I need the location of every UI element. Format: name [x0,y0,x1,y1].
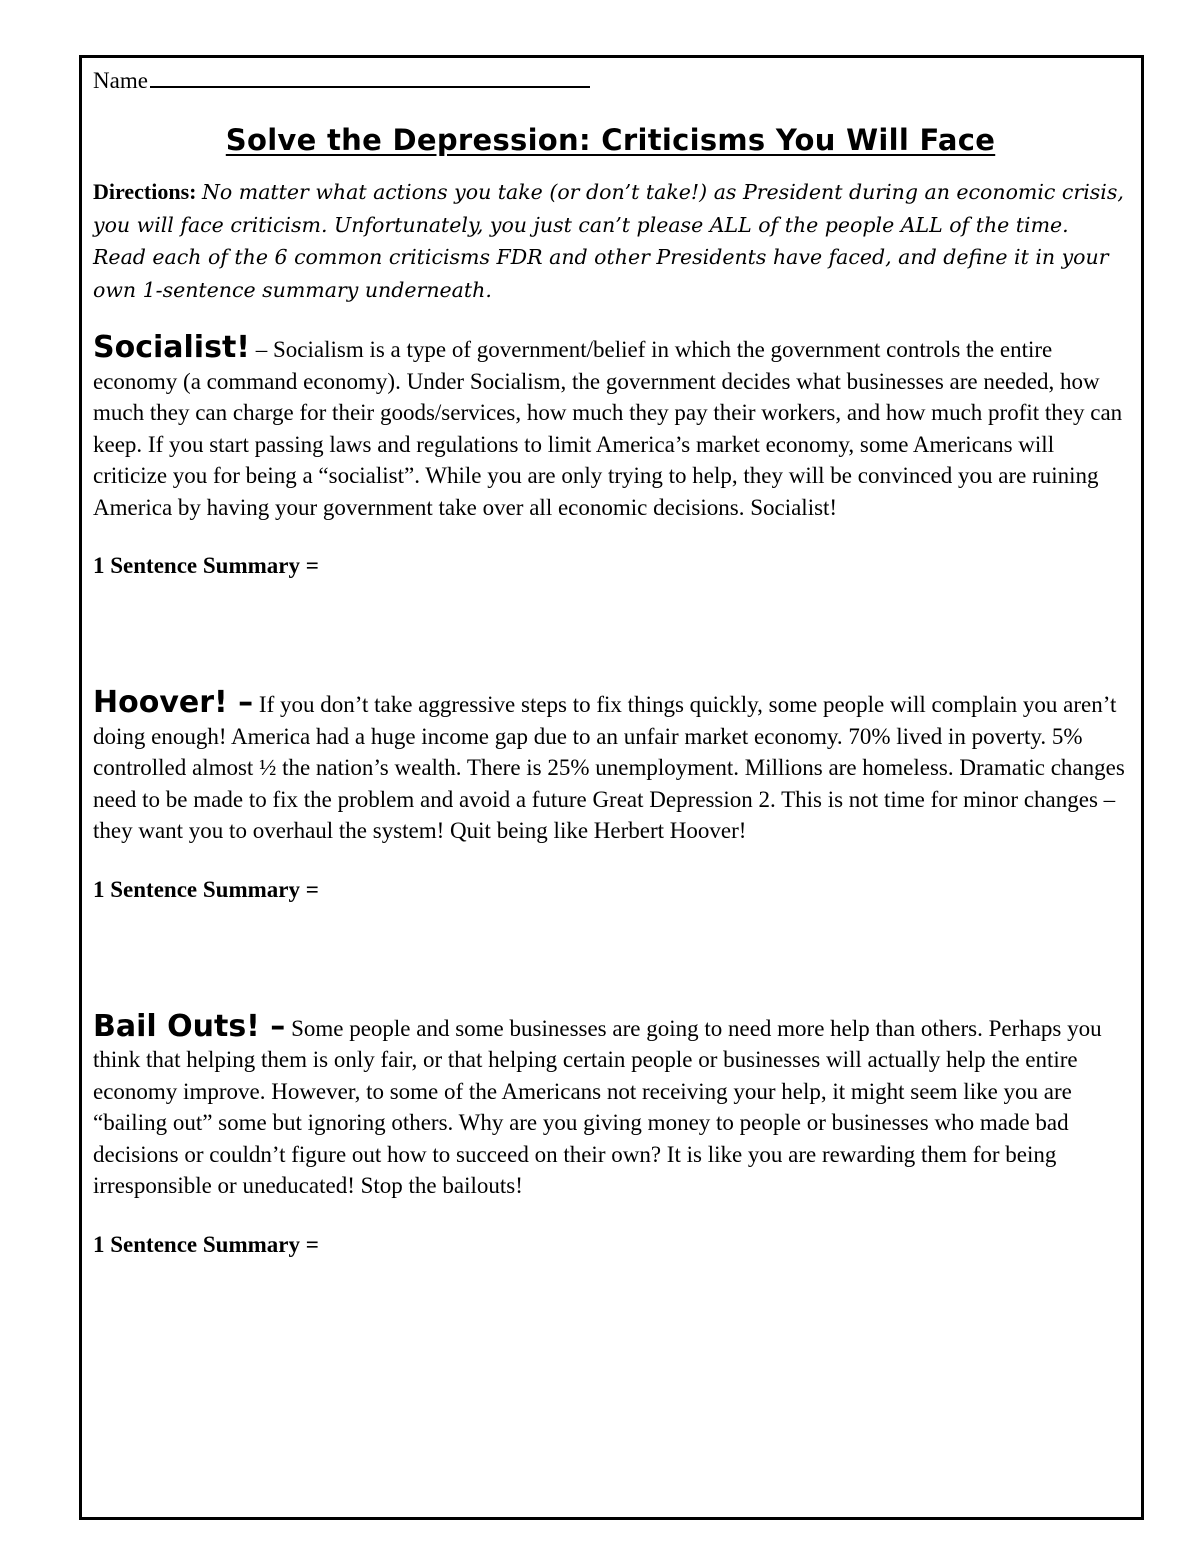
section-socialist [93,332,1128,523]
worksheet-title: Solve the Depression: Criticisms You Will Face [225,123,996,157]
name-label: Name [93,68,148,93]
directions-label: Directions: [93,179,197,204]
section-body: – Socialism is a type of government/belief in which the government controls the entire economy (a command economy). Under Socialism, the government decides what businesses are needed, how much they can charge for their goods/services, how much they pay their workers, and how much profit they can keep. If you start passing laws and regulations to limit America’s market economy, some Americans will criticize you for being a “socialist”. While you are only trying to help, they will be convinced you are ruining America by having your government take over all economic decisions. Socialist! [93,337,1123,520]
summary-label: 1 Sentence Summary = [93,553,319,578]
section-heading: Hoover! – [93,685,254,720]
section-bail-outs [93,1008,1128,1202]
name-blank[interactable] [150,62,590,88]
directions [93,176,1128,306]
summary-label: 1 Sentence Summary = [93,876,319,902]
section-heading: Bail Outs! – [93,1008,286,1044]
summary-label: 1 Sentence Summary = [93,1231,319,1257]
worksheet [93,62,1128,1261]
section-heading: Socialist! [93,330,250,365]
directions-text: No matter what actions you take (or don’t take!) as President during an economic crisis, you will face criticism. Unfortunately, you just can’t please ALL of the people ALL of the time. Read each of the 6 common criticisms FDR and other Presidents have faced, and define it in your own 1-sentence summary underneath. [93,180,1124,302]
section-body: Some people and some businesses are going to need more help than others. Perhaps you think that helping them is only fair, or that helping certain people or businesses will actually help the entire economy improve. However, to some of the Americans not receiving your help, it might seem like you are “bailing out” some but ignoring others. Why are you giving money to people or businesses who made bad decisions or couldn’t figure out how to succeed on their own? It is like you are rewarding them for being irresponsible or uneducated! Stop the bailouts! [93,1015,1102,1198]
name-line [93,62,1128,96]
section-hoover [93,687,1128,847]
section-body: If you don’t take aggressive steps to fix things quickly, some people will complain you aren’t doing enough! America had a huge income gap due to an unfair market economy. 70% lived in poverty. 5% controlled almost ½ the nation’s wealth. There is 25% unemployment. Millions are homeless. Dramatic changes need to be made to fix the problem and avoid a future Great Depression 2. This is not time for minor changes – they want you to overhaul the system! Quit being like Herbert Hoover! [93,692,1125,843]
